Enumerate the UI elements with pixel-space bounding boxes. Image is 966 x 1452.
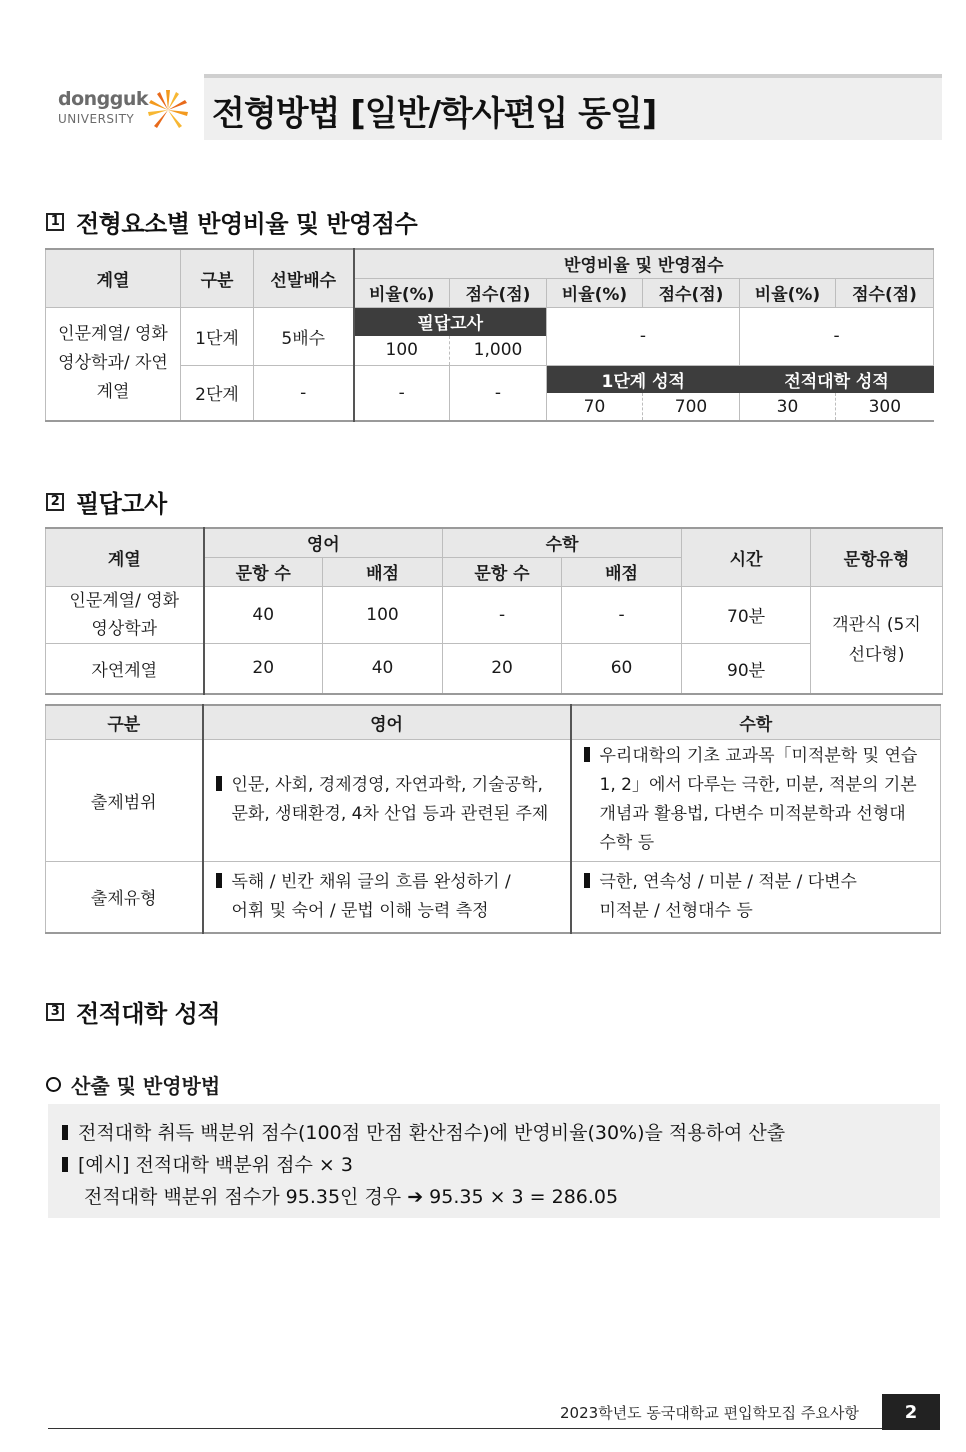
label-stage1-result: 1단계 성적 [547,365,740,393]
cell-stage2: 2단계 [181,365,254,421]
section3-subtitle: 산출 및 반영방법 [71,1074,221,1098]
cell-ma-points-row1: - [562,586,682,643]
university-logo [58,88,198,136]
label-written-exam: 필답고사 [354,307,547,336]
written-exam-table [45,527,943,695]
type-math-line1: 극한, 연속성 / 미분 / 적분 / 다변수 [599,871,857,892]
header-time: 시간 [682,528,811,586]
cell-ma-count-row2: 20 [443,643,562,694]
cell-stage1-col2: - [547,307,740,365]
footer-divider [48,1428,940,1429]
label-question-type: 출제유형 [46,861,203,933]
cell-ma-points-row2: 60 [562,643,682,694]
cell-time-row1: 70분 [682,586,811,643]
header-english: 영어 [204,528,443,557]
cell-question-type: 객관식 (5지선다형) [811,586,943,694]
info-line3 [84,1182,618,1209]
bullet-icon [62,1125,68,1140]
lotus-logo-icon [146,88,190,132]
section3-number: 3 [46,1003,64,1021]
cell-stage1-score: 1,000 [450,336,547,365]
bullet-icon [216,776,222,791]
cell-en-points-row2: 40 [323,643,443,694]
header-en-count: 문항 수 [204,557,323,586]
scope-math-line4: 수학 등 [599,833,655,853]
cell-stage2-ratio3: 30 [740,393,836,421]
scope-english-line1: 인문, 사회, 경제경영, 자연과학, 기술공학, [231,775,543,795]
page-title-bar [204,74,942,140]
scope-math [571,739,941,861]
cell-stage2-multiplier: - [254,365,354,421]
scope-math-line2: 1, 2」에서 다루는 극한, 미분, 적분의 기본 [599,775,917,795]
scope-english [203,739,571,861]
header-score: 점수(점) [450,278,547,307]
bullet-icon [62,1157,68,1172]
type-math [571,861,941,933]
cell-track-row2: 자연계열 [46,643,204,694]
cell-stage1-multiplier: 5배수 [254,307,354,365]
label-prev-college-result: 전적대학 성적 [740,365,934,393]
footer-text: 2023학년도 동국대학교 편입학모집 주요사항 [560,1404,859,1422]
cell-stage2-score3: 300 [836,393,934,421]
header-score: 점수(점) [836,278,934,307]
label-scope: 출제범위 [46,739,203,861]
type-math-line2: 미적분 / 선형대수 등 [599,900,753,921]
section1-number: 1 [46,213,64,231]
scope-math-line1: 우리대학의 기초 교과목「미적분학 및 연습 [599,746,918,766]
section3-title: 전적대학 성적 [76,1000,220,1028]
type-english-line2: 어휘 및 숙어 / 문법 이해 능력 측정 [231,900,489,921]
header-track: 계열 [46,528,204,586]
section1-title: 전형요소별 반영비율 및 반영점수 [76,210,418,238]
page-number: 2 [882,1394,940,1430]
info-line1 [62,1118,785,1145]
circle-icon [46,1077,61,1092]
cell-time-row2: 90분 [682,643,811,694]
type-english [203,861,571,933]
cell-track-row1: 인문계열/ 영화영상학과 [46,586,204,643]
calculation-info-box [48,1104,940,1218]
cell-stage2-score2: 700 [643,393,740,421]
header-ma-points: 배점 [562,557,682,586]
header-question-type: 문항유형 [811,528,943,586]
header-ratio-group: 반영비율 및 반영점수 [354,249,934,278]
section1-heading [46,204,417,239]
page-title: 전형방법 [일반/학사편입 동일] [212,94,657,134]
header-ratio: 비율(%) [547,278,643,307]
info-line3-text: 전적대학 백분위 점수가 95.35인 경우 ➔ 95.35 × 3 = 286.05 [84,1186,619,1208]
section2-title: 필답고사 [76,490,167,518]
cell-stage2-ratio2: 70 [583,396,606,417]
cell-en-count-row2: 20 [204,643,323,694]
cell-stage1-ratio: 100 [354,336,450,365]
bullet-icon [584,873,590,888]
header-en-points: 배점 [323,557,443,586]
header-math: 수학 [571,705,941,739]
cell-track: 인문계열/ 영화영상학과/ 자연계열 [46,307,181,421]
header-math: 수학 [443,528,682,557]
selection-ratio-table [45,248,934,422]
type-english-line1: 독해 / 빈칸 채워 글의 흐름 완성하기 / [231,871,511,892]
info-line2 [62,1150,353,1177]
logo-line1: dongguk [58,88,149,110]
info-line2-text: [예시] 전적대학 백분위 점수 × 3 [78,1154,353,1176]
cell-stage2-c1a: - [354,365,450,421]
section2-number: 2 [46,493,64,511]
header-track: 계열 [46,249,181,307]
scope-english-line2: 문화, 생태환경, 4차 산업 등과 관련된 주제 [231,804,549,824]
cell-stage1: 1단계 [181,307,254,365]
section3-heading [46,994,220,1029]
cell-stage1-col3: - [740,307,934,365]
exam-scope-table [45,704,941,934]
header-multiplier: 선발배수 [254,249,354,307]
bullet-icon [584,747,590,762]
cell-en-count-row1: 40 [204,586,323,643]
section3-subheading [46,1070,220,1099]
header-ma-count: 문항 수 [443,557,562,586]
header-ratio: 비율(%) [354,278,450,307]
header-english: 영어 [203,705,571,739]
header-ratio: 비율(%) [740,278,836,307]
section2-heading [46,484,167,519]
header-score: 점수(점) [643,278,740,307]
logo-line2: UNIVERSITY [58,112,135,126]
header-category: 구분 [46,705,203,739]
cell-stage2-c1b: - [450,365,547,421]
scope-math-line3: 개념과 활용법, 다변수 미적분학과 선형대 [599,804,906,824]
bullet-icon [216,873,222,888]
info-line1-text: 전적대학 취득 백분위 점수(100점 만점 환산점수)에 반영비율(30%)을 적용하여 산출 [78,1122,786,1144]
cell-en-points-row1: 100 [323,586,443,643]
cell-ma-count-row1: - [443,586,562,643]
header-stage: 구분 [181,249,254,307]
